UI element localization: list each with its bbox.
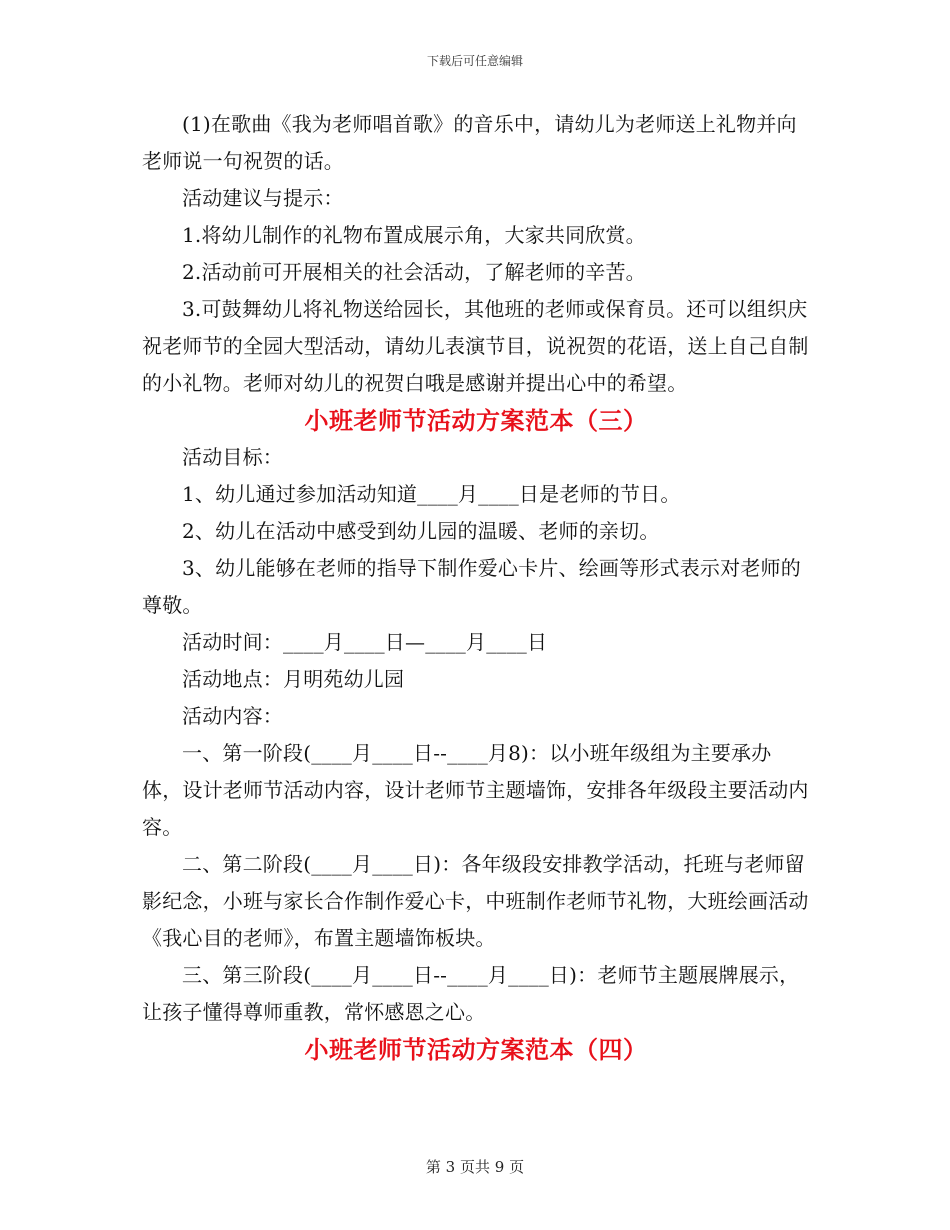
paragraph: 活动时间：____月____日—____月____日: [182, 630, 548, 654]
page-footer: 第 3 页共 9 页: [425, 1158, 525, 1176]
paragraph: 2.活动前可开展相关的社会活动，了解老师的辛苦。: [182, 260, 646, 284]
paragraph: 1、幼儿通过参加活动知道____月____日是老师的节日。: [182, 482, 681, 506]
paragraph: 二、第二阶段(____月____日)：各年级段安排教学活动，托班与老师留影纪念，小班与家长合作制作爱心卡，中班制作老师节礼物，大班绘画活动《我心目的老师》，布置主题墙饰板块。: [142, 852, 809, 950]
paragraph: 活动目标：: [182, 445, 283, 469]
document-body: [142, 106, 810, 1068]
paragraph: 3、幼儿能够在老师的指导下制作爱心卡片、绘画等形式表示对老师的尊敬。: [142, 556, 801, 617]
paragraph: 1.将幼儿制作的礼物布置成展示角，大家共同欣赏。: [182, 223, 646, 247]
paragraph: 活动内容：: [182, 704, 283, 728]
paragraph: 一、第一阶段(____月____日--____月8)：以小班年级组为主要承办体，设计老师节活动内容，设计老师节主题墙饰，安排各年级段主要活动内容。: [142, 741, 809, 839]
paragraph: 三、第三阶段(____月____日--____月____日)：老师节主题展牌展示，让孩子懂得尊师重教，常怀感恩之心。: [142, 963, 800, 1024]
paragraph: 3.可鼓舞幼儿将礼物送给园长，其他班的老师或保育员。还可以组织庆祝老师节的全园大型活动，请幼儿表演节目，说祝贺的花语，送上自己自制的小礼物。老师对幼儿的祝贺白哦是感谢并提出心中的希望。: [142, 297, 809, 395]
paragraph: (1)在歌曲《我为老师唱首歌》的音乐中，请幼儿为老师送上礼物并向老师说一句祝贺的话。: [142, 112, 797, 173]
paragraph: 活动地点：月明苑幼儿园: [182, 667, 405, 691]
paragraph: 活动建议与提示：: [182, 186, 344, 210]
page-header: 下载后可任意编辑: [426, 54, 523, 68]
section-heading: 小班老师节活动方案范本（三）: [304, 406, 648, 435]
paragraph: 2、幼儿在活动中感受到幼儿园的温暖、老师的亲切。: [182, 519, 660, 543]
section-heading: 小班老师节活动方案范本（四）: [304, 1035, 648, 1064]
